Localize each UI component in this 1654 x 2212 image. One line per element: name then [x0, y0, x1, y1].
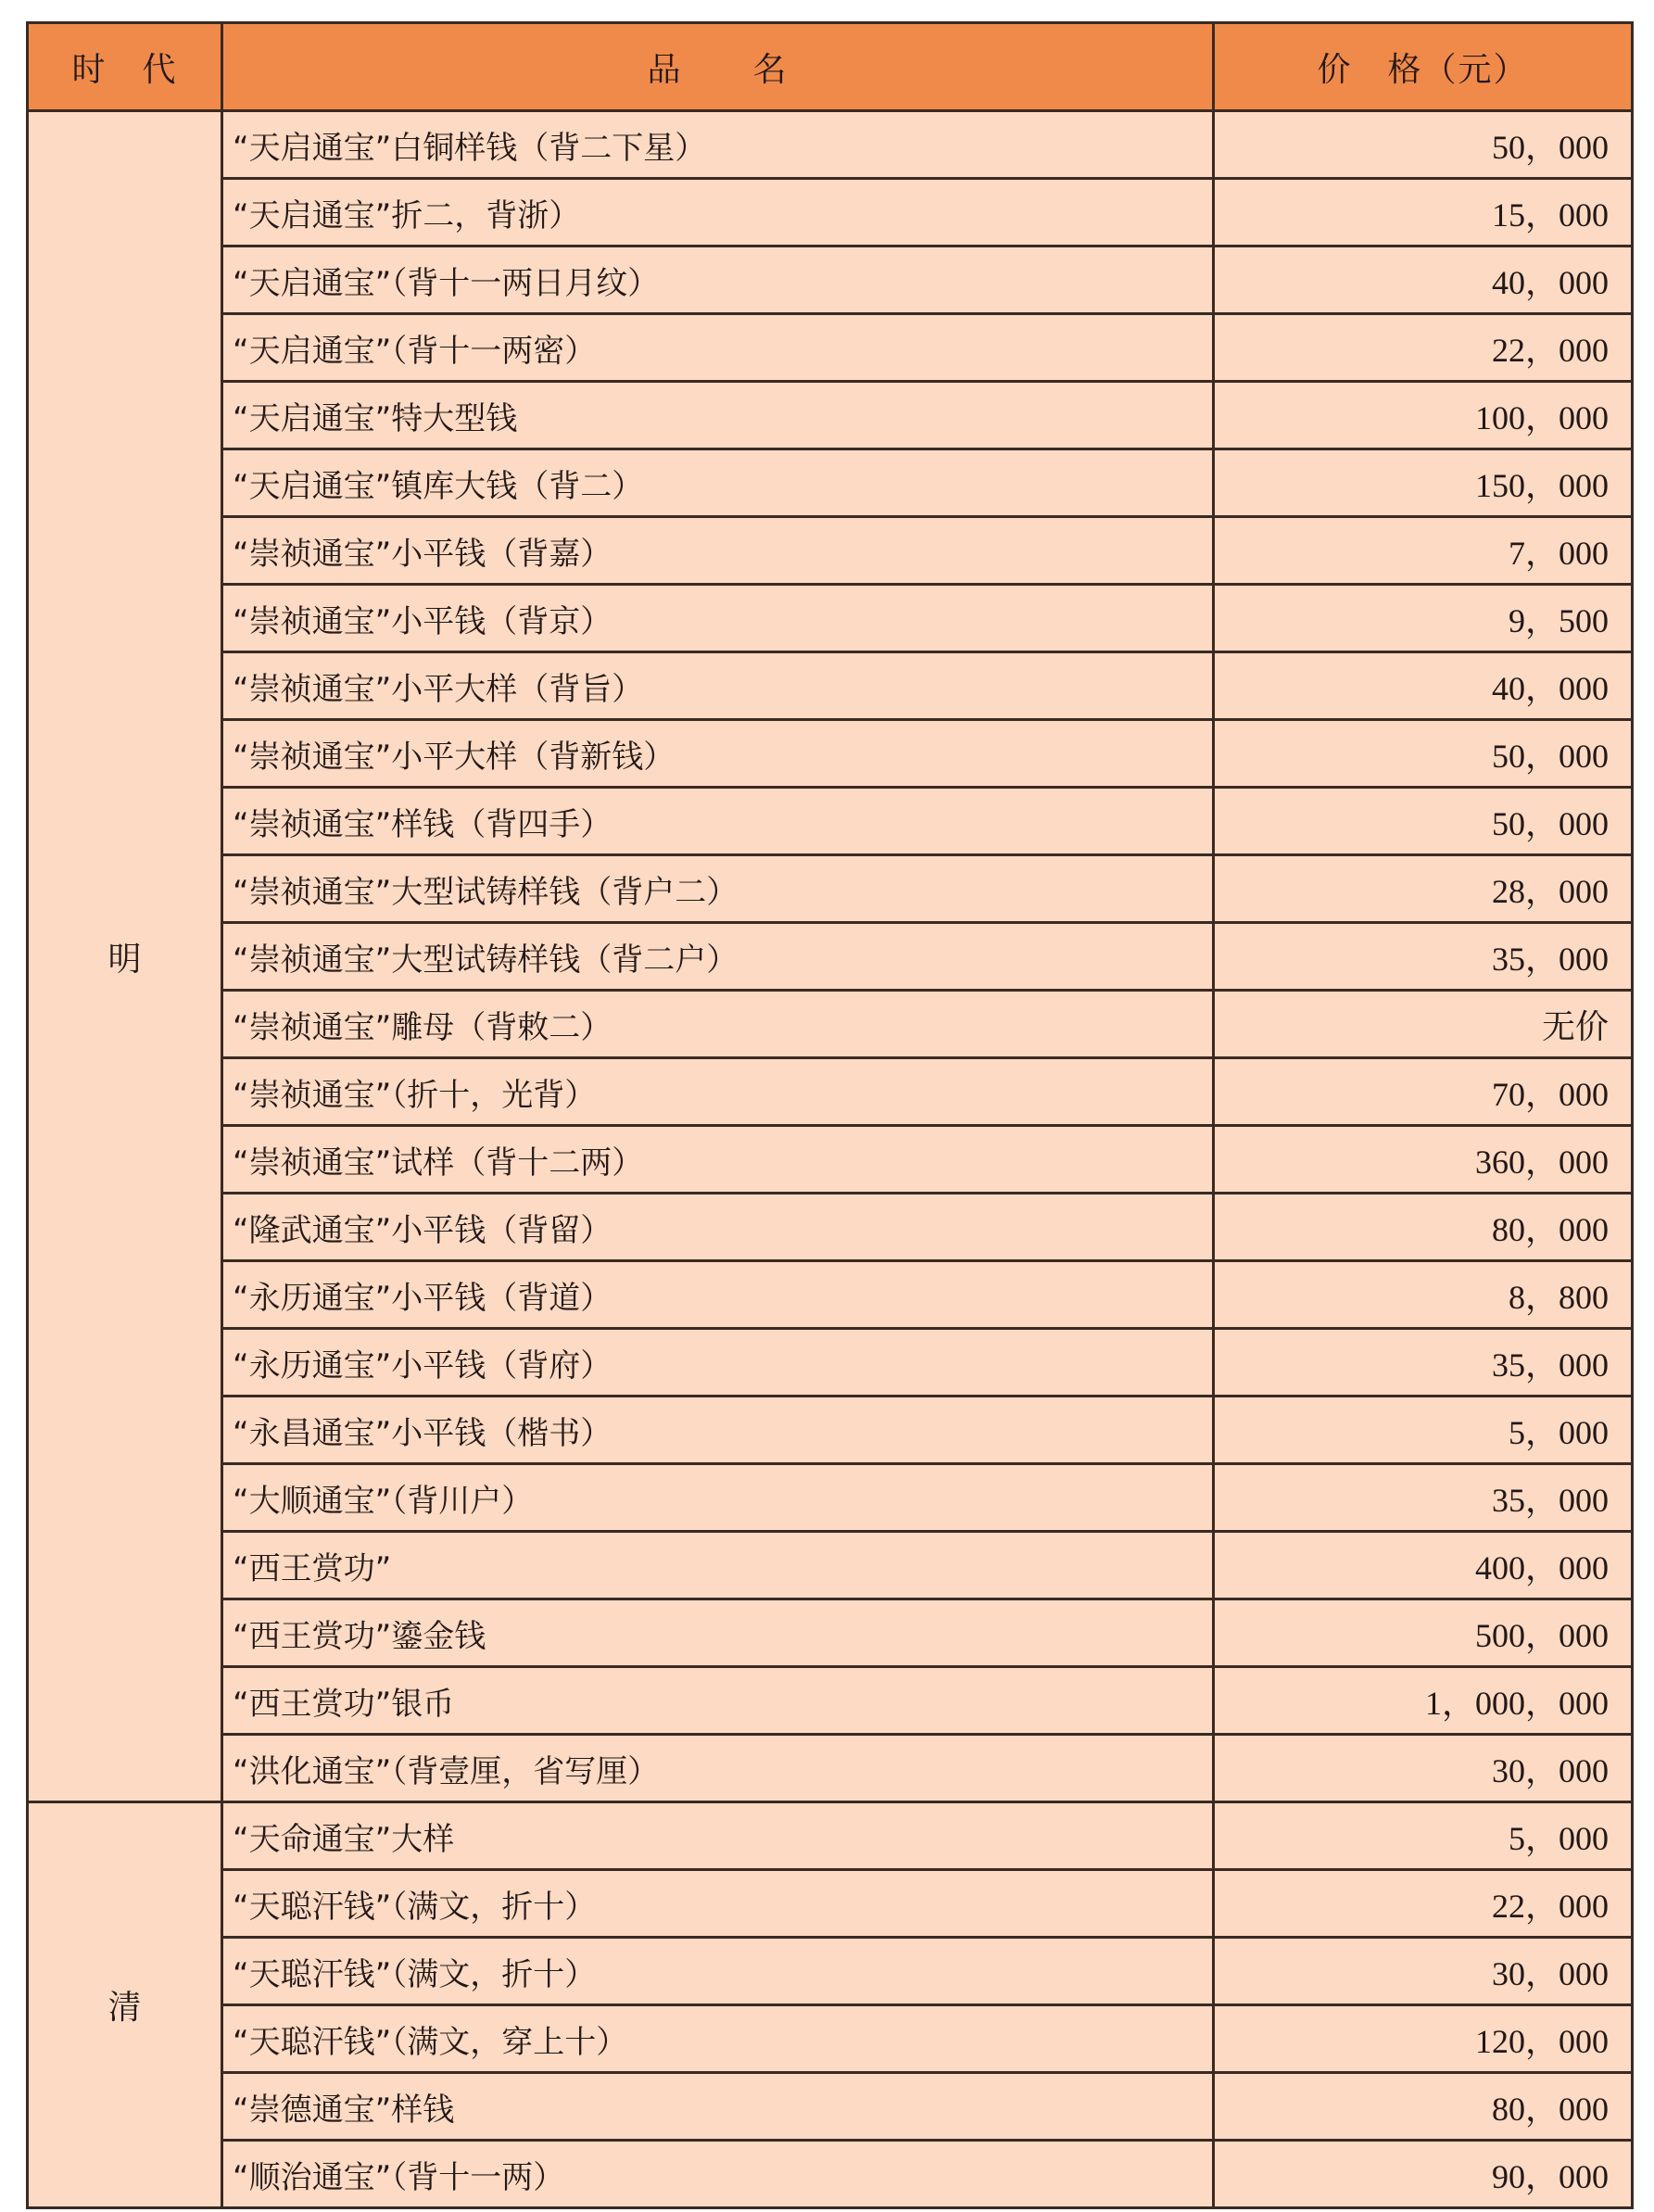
item-name-cell: “天聪汗钱”（满文，折十） [222, 1938, 1214, 2005]
era-cell: 明 [28, 111, 222, 1802]
item-name-cell: “洪化通宝”（背壹厘，省写厘） [222, 1735, 1214, 1802]
header-era: 时 代 [28, 23, 222, 111]
table-body [28, 111, 1633, 2208]
table-row [28, 1261, 1633, 1329]
price-cell: 15，000 [1214, 179, 1633, 246]
item-name-cell: “崇祯通宝”小平钱（背京） [222, 585, 1214, 652]
price-cell: 150，000 [1214, 449, 1633, 517]
table-row [28, 1126, 1633, 1194]
table-row [28, 2005, 1633, 2073]
price-cell: 22，000 [1214, 1870, 1633, 1938]
table-row [28, 517, 1633, 585]
item-name-cell: “崇祯通宝”小平大样（背新钱） [222, 720, 1214, 788]
item-name-cell: “天启通宝”特大型钱 [222, 382, 1214, 449]
table-row [28, 2073, 1633, 2141]
item-name-cell: “崇祯通宝”试样（背十二两） [222, 1126, 1214, 1194]
item-name-cell: “崇祯通宝”大型试铸样钱（背户二） [222, 855, 1214, 923]
price-cell: 40，000 [1214, 246, 1633, 314]
table-row [28, 246, 1633, 314]
table-row [28, 788, 1633, 855]
item-name-cell: “天聪汗钱”（满文，折十） [222, 1870, 1214, 1938]
table-row [28, 1329, 1633, 1397]
item-name-cell: “天命通宝”大样 [222, 1802, 1214, 1870]
price-cell: 500，000 [1214, 1599, 1633, 1667]
item-name-cell: “崇德通宝”样钱 [222, 2073, 1214, 2141]
item-name-cell: “永历通宝”小平钱（背道） [222, 1261, 1214, 1329]
price-cell: 90，000 [1214, 2141, 1633, 2208]
item-name-cell: “崇祯通宝”（折十，光背） [222, 1058, 1214, 1126]
price-cell: 50，000 [1214, 788, 1633, 855]
price-cell: 35，000 [1214, 923, 1633, 991]
era-cell: 清 [28, 1802, 222, 2208]
item-name-cell: “大顺通宝”（背川户） [222, 1464, 1214, 1532]
item-name-cell: “永历通宝”小平钱（背府） [222, 1329, 1214, 1397]
item-name-cell: “西王赏功”银币 [222, 1667, 1214, 1735]
table-row [28, 382, 1633, 449]
item-name-cell: “西王赏功”鎏金钱 [222, 1599, 1214, 1667]
price-cell: 80，000 [1214, 1194, 1633, 1261]
table-row [28, 585, 1633, 652]
table-row [28, 1397, 1633, 1464]
table-row [28, 991, 1633, 1058]
price-cell: 5，000 [1214, 1802, 1633, 1870]
price-cell: 80，000 [1214, 2073, 1633, 2141]
table-row [28, 1194, 1633, 1261]
price-cell: 7，000 [1214, 517, 1633, 585]
item-name-cell: “天启通宝”白铜样钱（背二下星） [222, 111, 1214, 179]
item-name-cell: “顺治通宝”（背十一两） [222, 2141, 1214, 2208]
price-cell: 无价 [1214, 991, 1633, 1058]
price-cell: 50，000 [1214, 720, 1633, 788]
table-row [28, 1735, 1633, 1802]
price-cell: 28，000 [1214, 855, 1633, 923]
item-name-cell: “天启通宝”（背十一两密） [222, 314, 1214, 382]
table-row [28, 1599, 1633, 1667]
price-cell: 360，000 [1214, 1126, 1633, 1194]
item-name-cell: “天启通宝”（背十一两日月纹） [222, 246, 1214, 314]
item-name-cell: “崇祯通宝”小平钱（背嘉） [222, 517, 1214, 585]
table-row [28, 1058, 1633, 1126]
table-row [28, 1532, 1633, 1599]
price-cell: 35，000 [1214, 1329, 1633, 1397]
item-name-cell: “崇祯通宝”大型试铸样钱（背二户） [222, 923, 1214, 991]
table-row [28, 1870, 1633, 1938]
table-row [28, 923, 1633, 991]
table-row [28, 111, 1633, 179]
header-name: 品 名 [222, 23, 1214, 111]
price-cell: 400，000 [1214, 1532, 1633, 1599]
table-row [28, 652, 1633, 720]
item-name-cell: “崇祯通宝”雕母（背敕二） [222, 991, 1214, 1058]
item-name-cell: “天启通宝”镇库大钱（背二） [222, 449, 1214, 517]
price-cell: 22，000 [1214, 314, 1633, 382]
price-cell: 40，000 [1214, 652, 1633, 720]
price-cell: 50，000 [1214, 111, 1633, 179]
header-price: 价 格（元） [1214, 23, 1633, 111]
table-row [28, 314, 1633, 382]
table-row [28, 720, 1633, 788]
price-cell: 9，500 [1214, 585, 1633, 652]
item-name-cell: “西王赏功” [222, 1532, 1214, 1599]
table-row [28, 2141, 1633, 2208]
table-row [28, 855, 1633, 923]
table-row [28, 1938, 1633, 2005]
item-name-cell: “隆武通宝”小平钱（背留） [222, 1194, 1214, 1261]
table-row [28, 1464, 1633, 1532]
price-table [26, 21, 1634, 2209]
price-cell: 8，800 [1214, 1261, 1633, 1329]
item-name-cell: “崇祯通宝”小平大样（背旨） [222, 652, 1214, 720]
price-cell: 30，000 [1214, 1735, 1633, 1802]
price-cell: 120，000 [1214, 2005, 1633, 2073]
table-row [28, 449, 1633, 517]
price-cell: 5，000 [1214, 1397, 1633, 1464]
table-row [28, 1802, 1633, 1870]
price-cell: 70，000 [1214, 1058, 1633, 1126]
price-cell: 1，000，000 [1214, 1667, 1633, 1735]
price-cell: 35，000 [1214, 1464, 1633, 1532]
price-cell: 100，000 [1214, 382, 1633, 449]
item-name-cell: “崇祯通宝”样钱（背四手） [222, 788, 1214, 855]
item-name-cell: “天启通宝”折二，背浙） [222, 179, 1214, 246]
header-row [28, 23, 1633, 111]
table-row [28, 179, 1633, 246]
table-row [28, 1667, 1633, 1735]
item-name-cell: “天聪汗钱”（满文，穿上十） [222, 2005, 1214, 2073]
price-cell: 30，000 [1214, 1938, 1633, 2005]
item-name-cell: “永昌通宝”小平钱（楷书） [222, 1397, 1214, 1464]
